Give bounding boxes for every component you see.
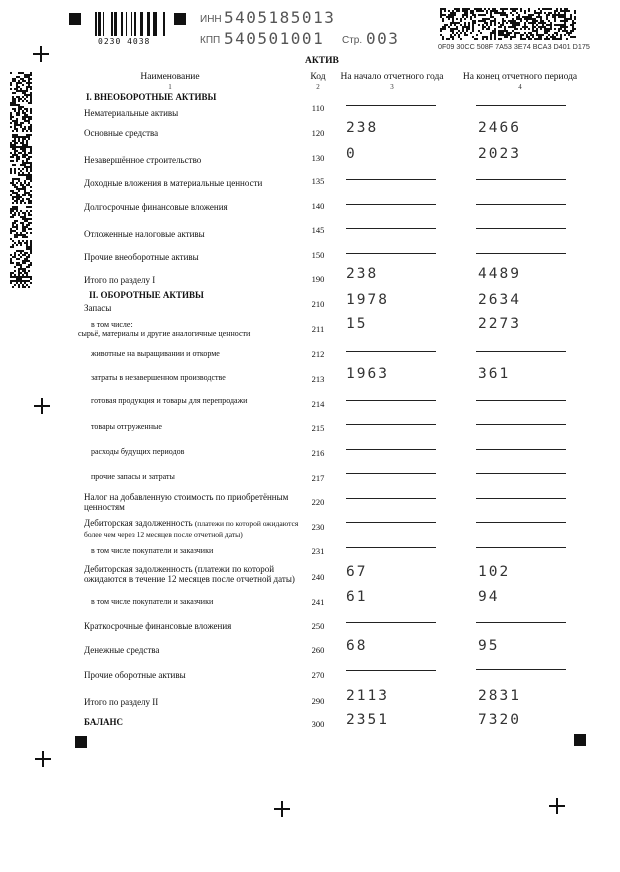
value-line xyxy=(346,105,436,106)
row-label: Итого по разделу I xyxy=(84,275,156,285)
row-code: 217 xyxy=(311,473,325,483)
row-code: 214 xyxy=(311,399,325,409)
row-code: 190 xyxy=(311,274,325,284)
row-label: Незавершённое строительство xyxy=(84,155,202,165)
value-line xyxy=(346,547,436,548)
row-code: 290 xyxy=(311,696,325,706)
value-start: 1978 xyxy=(346,292,389,308)
row-code: 213 xyxy=(311,374,325,384)
row-code: 135 xyxy=(311,176,325,186)
column-header-end: На конец отчетного периода xyxy=(462,72,578,82)
row-label: затраты в незавершенном производстве xyxy=(91,373,226,382)
value-line xyxy=(346,179,436,180)
row-label: готовая продукция и товары для перепродажи xyxy=(91,396,248,405)
value-start: 0 xyxy=(346,146,357,162)
row-code: 212 xyxy=(311,349,325,359)
value-line xyxy=(476,449,566,450)
balance-label: БАЛАНС xyxy=(84,717,124,727)
value-end: 102 xyxy=(478,564,511,580)
row-code: 145 xyxy=(311,225,325,235)
row-code: 231 xyxy=(311,546,325,556)
value-start: 2351 xyxy=(346,712,389,728)
form-code: 0230 4038 xyxy=(98,37,151,46)
row-label xyxy=(84,518,309,540)
value-start: 238 xyxy=(346,266,379,282)
row-label: Дебиторская задолженность (платежи по которой ожидаются в течение 12 месяцев после отчетной даты) xyxy=(84,564,295,584)
value-line xyxy=(476,547,566,548)
value-end: 95 xyxy=(478,638,500,654)
row-code: 215 xyxy=(311,423,325,433)
row-code: 120 xyxy=(311,128,325,138)
value-end: 2831 xyxy=(478,688,521,704)
row-label: сырьё, материалы и другие аналогичные ценности xyxy=(78,329,251,338)
section-heading: I. ВНЕОБОРОТНЫЕ АКТИВЫ xyxy=(86,92,217,102)
row-code: 210 xyxy=(311,299,325,309)
registration-mark xyxy=(174,13,186,25)
registration-mark xyxy=(75,736,87,748)
value-line xyxy=(476,105,566,106)
value-line xyxy=(476,424,566,425)
row-code: 230 xyxy=(311,522,325,532)
column-number: 3 xyxy=(390,83,394,91)
row-label: Итого по разделу II xyxy=(84,697,159,707)
column-header-code: Код xyxy=(310,72,326,82)
value-line xyxy=(346,424,436,425)
kpp-label: КПП xyxy=(200,35,221,46)
value-end: 94 xyxy=(478,589,500,605)
section-title: АКТИВ xyxy=(305,56,339,66)
column-header-name: Наименование xyxy=(140,72,200,82)
registration-mark xyxy=(574,734,586,746)
row-label: Запасы xyxy=(84,303,112,313)
row-label: в том числе покупатели и заказчики xyxy=(91,597,214,606)
row-label: в том числе: xyxy=(91,320,133,329)
column-number: 2 xyxy=(316,83,320,91)
value-line xyxy=(346,622,436,623)
registration-mark xyxy=(69,13,81,25)
value-line xyxy=(476,228,566,229)
row-code: 140 xyxy=(311,201,325,211)
value-line xyxy=(476,400,566,401)
crosshair-mark xyxy=(35,751,51,767)
inn-value: 5405185013 xyxy=(224,8,336,27)
crosshair-mark xyxy=(549,798,565,814)
value-line xyxy=(346,473,436,474)
row-label: Основные средства xyxy=(84,128,159,138)
value-end: 2273 xyxy=(478,316,521,332)
row-code: 260 xyxy=(311,645,325,655)
column-number: 4 xyxy=(518,83,522,91)
row-label: Отложенные налоговые активы xyxy=(84,229,205,239)
row-code: 220 xyxy=(311,497,325,507)
crosshair-mark xyxy=(33,46,49,62)
row-label: расходы будущих периодов xyxy=(91,447,185,456)
value-line xyxy=(476,351,566,352)
row-code: 241 xyxy=(311,597,325,607)
value-start: 68 xyxy=(346,638,368,654)
crosshair-mark xyxy=(274,801,290,817)
row-code: 130 xyxy=(311,153,325,163)
row-label: в том числе покупатели и заказчики xyxy=(91,546,214,555)
value-start: 15 xyxy=(346,316,368,332)
kpp-value: 540501001 xyxy=(224,29,325,48)
row-code: 270 xyxy=(311,670,325,680)
row-label: Краткосрочные финансовые вложения xyxy=(84,621,232,631)
inn-label: ИНН xyxy=(200,14,222,25)
value-line xyxy=(476,498,566,499)
row-code: 211 xyxy=(311,324,325,334)
crosshair-mark xyxy=(34,398,50,414)
value-start: 238 xyxy=(346,120,379,136)
form-barcode xyxy=(95,12,165,36)
value-end: 2023 xyxy=(478,146,521,162)
row-code: 150 xyxy=(311,250,325,260)
row-code: 216 xyxy=(311,448,325,458)
row-code: 240 xyxy=(311,572,325,582)
value-start: 61 xyxy=(346,589,368,605)
value-line xyxy=(476,473,566,474)
value-start: 2113 xyxy=(346,688,389,704)
side-barcode xyxy=(10,72,32,288)
value-line xyxy=(476,204,566,205)
row-label: Прочие внеоборотные активы xyxy=(84,252,199,262)
value-start: 67 xyxy=(346,564,368,580)
value-line xyxy=(476,669,566,670)
row-label: животные на выращивании и откорме xyxy=(91,349,220,358)
row-label: Налог на добавленную стоимость по приобретённым ценностям xyxy=(84,492,289,512)
value-line xyxy=(346,449,436,450)
row-label: товары отгруженные xyxy=(91,422,162,431)
value-line xyxy=(476,179,566,180)
value-end: 361 xyxy=(478,366,511,382)
row-code: 110 xyxy=(311,103,325,113)
value-line xyxy=(476,622,566,623)
column-header-start: На начало отчетного года xyxy=(340,72,444,82)
value-end: 2466 xyxy=(478,120,521,136)
value-line xyxy=(346,351,436,352)
value-end: 7320 xyxy=(478,712,521,728)
data-matrix-barcode xyxy=(440,8,576,40)
value-line xyxy=(346,253,436,254)
value-line xyxy=(476,522,566,523)
row-label: Прочие оборотные активы xyxy=(84,670,186,680)
value-start: 1963 xyxy=(346,366,389,382)
value-end: 2634 xyxy=(478,292,521,308)
value-line xyxy=(346,228,436,229)
value-line xyxy=(476,253,566,254)
value-end: 4489 xyxy=(478,266,521,282)
row-label: Денежные средства xyxy=(84,645,160,655)
value-line xyxy=(346,522,436,523)
row-code: 250 xyxy=(311,621,325,631)
value-line xyxy=(346,670,436,671)
page-number: 003 xyxy=(366,29,400,48)
value-line xyxy=(346,498,436,499)
row-label: прочие запасы и затраты xyxy=(91,472,175,481)
row-label-note: (платежи по которой ожидаются более чем через 12 месяцев после отчетной даты) xyxy=(84,519,299,539)
row-label-main: Дебиторская задолженность xyxy=(84,518,193,528)
section-heading: II. ОБОРОТНЫЕ АКТИВЫ xyxy=(89,290,204,300)
row-label: Долгосрочные финансовые вложения xyxy=(84,202,228,212)
row-label: Нематериальные активы xyxy=(84,108,179,118)
value-line xyxy=(346,204,436,205)
page-label: Стр. xyxy=(342,35,363,46)
column-number: 1 xyxy=(168,83,172,91)
barcode-text: 0F09 30CC 508F 7A53 3E74 BCA3 D401 D175 xyxy=(438,42,590,51)
value-line xyxy=(346,400,436,401)
row-label: Доходные вложения в материальные ценности xyxy=(84,178,263,188)
row-code: 300 xyxy=(311,719,325,729)
